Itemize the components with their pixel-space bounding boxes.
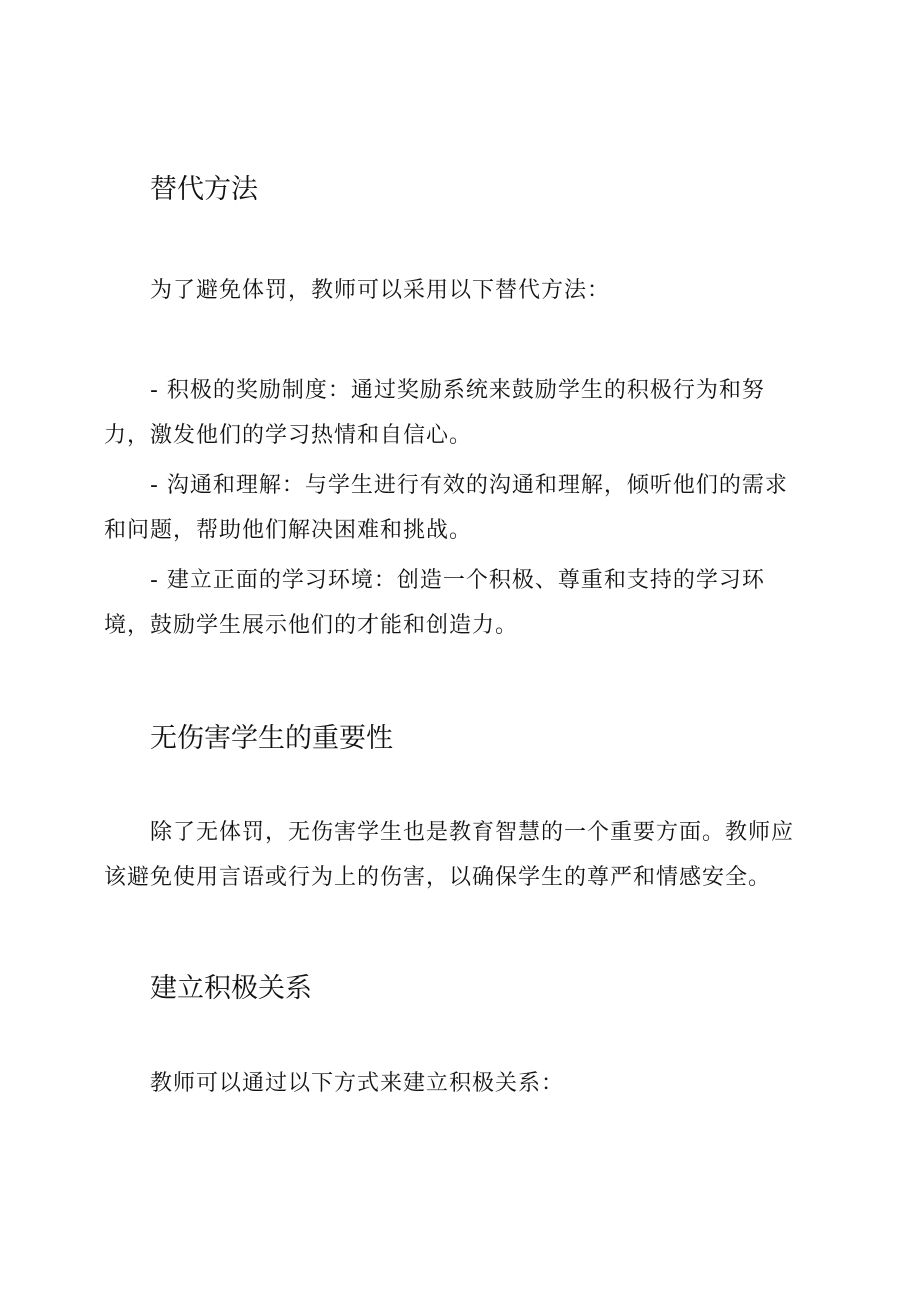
paragraph-intro: 为了避免体罚，教师可以采用以下替代方法： xyxy=(150,278,611,303)
paragraph-communication: - 沟通和理解：与学生进行有效的沟通和理解，倾听他们的需求和问题，帮助他们解决困难和挑战。 xyxy=(104,473,788,543)
paragraph-reward-system: - 积极的奖励制度：通过奖励系统来鼓励学生的积极行为和努力，激发他们的学习热情和自信心。 xyxy=(104,378,765,448)
paragraph-no-harm: 除了无体罚，无伤害学生也是教育智慧的一个重要方面。教师应该避免使用言语或行为上的伤害，以确保学生的尊严和情感安全。 xyxy=(104,820,795,890)
section-heading-no-harm: 无伤害学生的重要性 xyxy=(150,723,393,754)
paragraph-positive-relations-intro: 教师可以通过以下方式来建立积极关系： xyxy=(150,1071,565,1096)
section-heading-alternatives: 替代方法 xyxy=(150,174,258,205)
paragraph-learning-environment: - 建立正面的学习环境：创造一个积极、尊重和支持的学习环境，鼓励学生展示他们的才能和创造力。 xyxy=(104,568,765,638)
section-heading-positive-relations: 建立积极关系 xyxy=(150,973,312,1004)
